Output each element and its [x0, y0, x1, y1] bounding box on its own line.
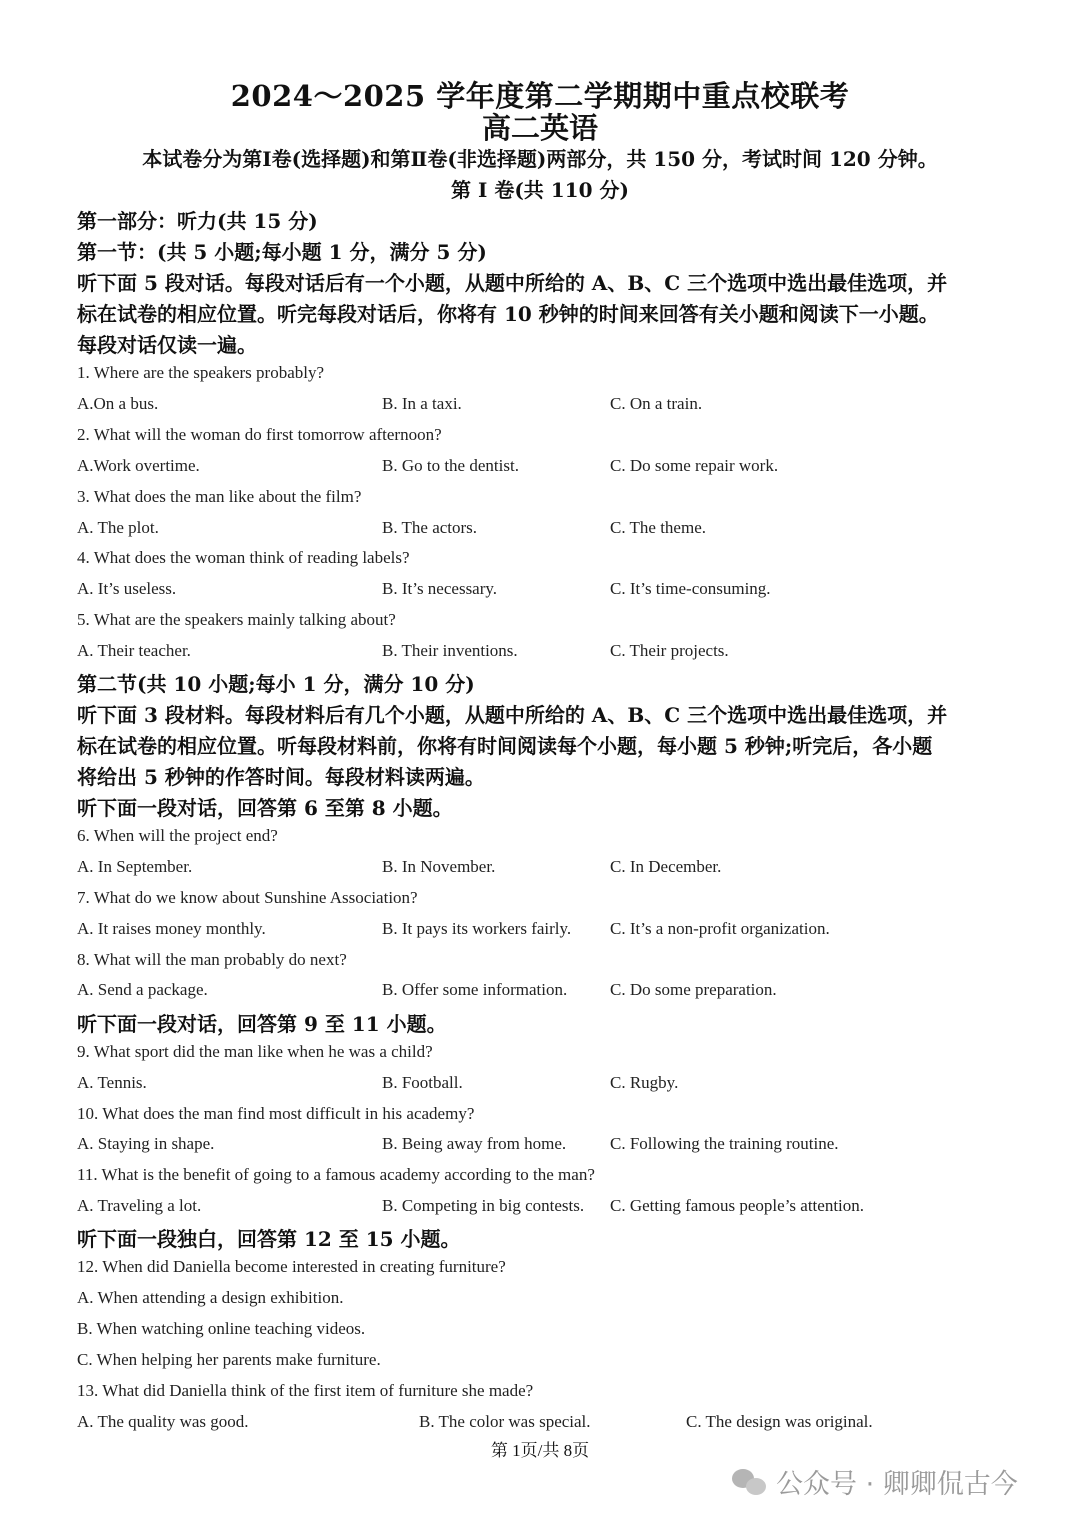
option-b: B. It’s necessary. [382, 579, 498, 598]
option-a: A. Traveling a lot. [77, 1196, 202, 1215]
question-text: 8. What will the man probably do next? [77, 950, 347, 969]
option-b: B. Competing in big contests. [382, 1196, 585, 1215]
option-b: B. The actors. [382, 518, 478, 537]
option-b: B. In November. [382, 857, 496, 876]
option-c: C. In December. [610, 857, 722, 876]
question-text: 10. What does the man find most difficult in his academy? [77, 1104, 475, 1123]
question-text: 5. What are the speakers mainly talking about? [77, 610, 396, 629]
option-b: B. Offer some information. [382, 980, 568, 999]
option-a: A. The quality was good. [77, 1412, 249, 1431]
option-c: C. When helping her parents make furniture. [77, 1350, 381, 1369]
section1-instruction: 每段对话仅读一遍。 [77, 333, 257, 357]
option-a: A.On a bus. [77, 394, 159, 413]
section2-instruction: 标在试卷的相应位置。听每段材料前，你将有时间阅读每个小题，每小题 5 秒钟;听完后，各小题 [77, 734, 933, 758]
page-number: 第 1页/共 8页 [490, 1441, 590, 1460]
option-a: A. The plot. [77, 518, 159, 537]
question-text: 4. What does the woman think of reading labels? [77, 548, 410, 567]
section2-heading: 第二节(共 10 小题;每小 1 分，满分 10 分) [77, 672, 475, 696]
exam-subject: 高二英语 [481, 111, 598, 145]
option-c: C. It’s a non-profit organization. [610, 919, 830, 938]
option-b: B. Football. [382, 1073, 463, 1092]
question-text: 11. What is the benefit of going to a famous academy according to the man? [77, 1165, 595, 1184]
option-b: B. When watching online teaching videos. [77, 1319, 366, 1338]
option-b: B. Their inventions. [382, 641, 518, 660]
option-a: A. When attending a design exhibition. [77, 1288, 344, 1307]
question-text: 13. What did Daniella think of the first item of furniture she made? [77, 1381, 534, 1400]
option-a: A. It’s useless. [77, 579, 177, 598]
section2-instruction: 听下面 3 段材料。每段材料后有几个小题，从题中所给的 A、B、C 三个选项中选出最佳选项，并 [77, 703, 948, 727]
volume-heading: 第 I 卷(共 110 分) [451, 178, 629, 202]
exam-info: 本试卷分为第Ⅰ卷(选择题)和第Ⅱ卷(非选择题)两部分，共 150 分，考试时间 120 分钟。 [142, 147, 938, 171]
exam-title: 2024～2025 学年度第二学期期中重点校联考 [230, 79, 850, 113]
watermark [732, 1462, 1018, 1501]
group-heading: 听下面一段对话，回答第 9 至 11 小题。 [77, 1012, 447, 1036]
part1-heading: 第一部分：听力(共 15 分) [77, 209, 318, 233]
option-b: B. Go to the dentist. [382, 456, 519, 475]
option-a: A. Staying in shape. [77, 1134, 215, 1153]
option-c: C. Do some repair work. [610, 456, 779, 475]
option-c: C. Rugby. [610, 1073, 679, 1092]
option-a: A. Their teacher. [77, 641, 191, 660]
option-c: C. Following the training routine. [610, 1134, 839, 1153]
option-a: A. It raises money monthly. [77, 919, 266, 938]
question-text: 6. When will the project end? [77, 826, 278, 845]
section1-heading: 第一节：(共 5 小题;每小题 1 分，满分 5 分) [77, 240, 487, 264]
section1-instruction: 听下面 5 段对话。每段对话后有一个小题，从题中所给的 A、B、C 三个选项中选出最佳选项，并 [77, 271, 948, 295]
option-a: A. Send a package. [77, 980, 208, 999]
question-text: 9. What sport did the man like when he was a child? [77, 1042, 433, 1061]
option-a: A.Work overtime. [77, 456, 200, 475]
question-text: 1. Where are the speakers probably? [77, 363, 325, 382]
section2-instruction: 将给出 5 秒钟的作答时间。每段材料读两遍。 [77, 765, 485, 789]
option-c: C. Getting famous people’s attention. [610, 1196, 865, 1215]
option-c: C. Their projects. [610, 641, 729, 660]
option-c: C. Do some preparation. [610, 980, 777, 999]
option-c: C. The theme. [610, 518, 706, 537]
option-a: A. In September. [77, 857, 193, 876]
question-text: 12. When did Daniella become interested in creating furniture? [77, 1257, 506, 1276]
option-b: B. In a taxi. [382, 394, 462, 413]
group-heading: 听下面一段对话，回答第 6 至第 8 小题。 [77, 796, 453, 820]
option-c: C. It’s time-consuming. [610, 579, 771, 598]
option-c: C. The design was original. [686, 1412, 873, 1431]
option-b: B. It pays its workers fairly. [382, 919, 572, 938]
watermark-text: 公众号 · 卿卿侃古今 [776, 1469, 1018, 1500]
section1-instruction: 标在试卷的相应位置。听完每段对话后，你将有 10 秒钟的时间来回答有关小题和阅读下一小题。 [77, 302, 939, 326]
option-a: A. Tennis. [77, 1073, 147, 1092]
question-text: 7. What do we know about Sunshine Association? [77, 888, 418, 907]
group-heading: 听下面一段独白，回答第 12 至 15 小题。 [77, 1227, 461, 1251]
option-b: B. The color was special. [419, 1412, 591, 1431]
option-b: B. Being away from home. [382, 1134, 567, 1153]
question-text: 3. What does the man like about the film? [77, 487, 362, 506]
wechat-icon [732, 1467, 768, 1497]
option-c: C. On a train. [610, 394, 703, 413]
question-text: 2. What will the woman do first tomorrow afternoon? [77, 425, 442, 444]
